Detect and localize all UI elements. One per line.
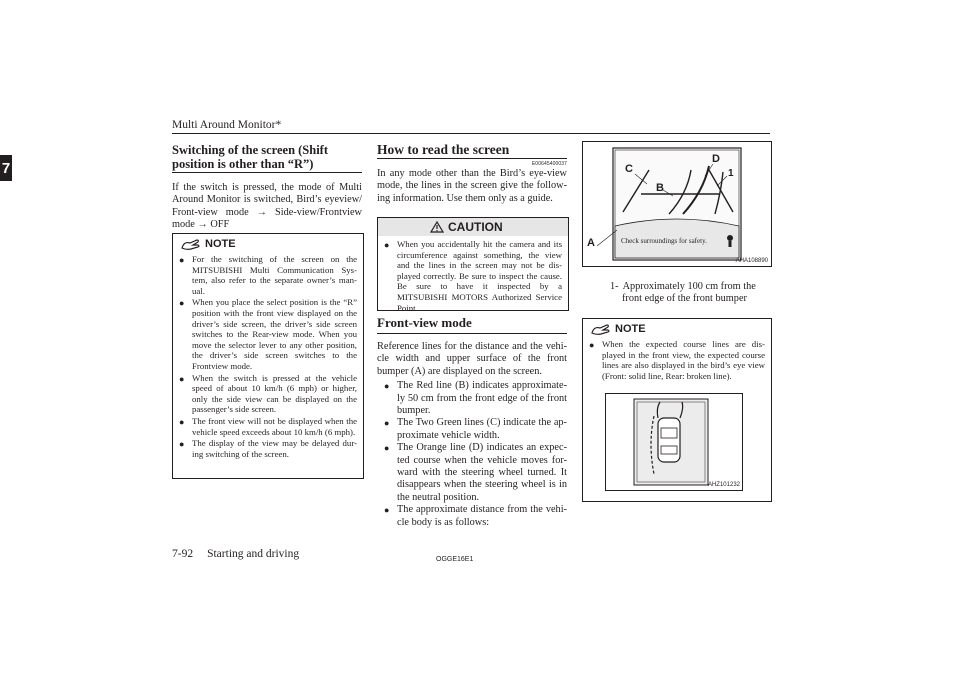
callout-b: B [656,182,664,194]
bullet-icon: ● [384,505,390,516]
list-item: ● The Red line (B) indicates approximate- ly 50 cm from the front edge of the front bumper. [384,380,567,417]
caution-item: ● When you accidentally hit the camera and its circumference against something, the view and the lines in the screen may not be dis- played correctly. Be sure to inspect the cause. Be sure to have it inspected by a MITSUBISHI MOTORS Authorized Service Point. [384,239,562,313]
numbered-item-1 [610,281,770,306]
bullet-icon: ● [384,240,390,250]
bullet-icon: ● [179,439,185,450]
item-text-line1: Approximately 100 cm from the [622,281,756,292]
footer-doc-code: OGGE16E1 [436,556,474,563]
bullet-icon: ● [179,255,185,265]
caution-box [377,217,569,311]
note-item: ● When you place the select position is the “R” position with the front view displayed on the driver’s side screen, the driver’s side screen switches to the Rear-view mode. When you move the selector lever to any other position, the driver’s side screen switches to the Frontview mode. [179,297,357,371]
numbered-item-line1 [610,281,770,293]
switching-paragraph: If the switch is pressed, the mode of Multi Around Monitor is switched, Bird’s eyeview/ Front-view mode → Side-view/Frontview mode → OFF [172,182,362,231]
callout-c: C [625,163,633,175]
list-item: ● The Orange line (D) indicates an expec- ted course when the vehicle moves for- ward with the steering wheel turned. It disappears when the steering wheel is in the neutral position. [384,442,567,503]
callout-a: A [587,237,595,249]
callout-d: D [712,153,720,165]
how-to-read-heading-bar [377,141,567,159]
bullet-icon: ● [179,373,185,384]
note-box-switching [172,233,364,479]
note-list [173,252,363,459]
note-hand-icon [181,238,201,251]
header-divider [172,133,770,134]
bullet-icon: ● [179,416,185,427]
footer-section: Starting and driving [207,548,300,560]
figure-code: AHZ101232 [707,482,740,488]
note-item: ● The display of the view may be delayed dur- ing switching of the screen. [179,438,357,459]
callout-1: 1 [728,168,734,179]
front-view-underline [377,333,567,334]
bullet-icon: ● [384,443,390,454]
front-view-paragraph: Reference lines for the distance and the vehi- cle width and upper surface of the front bumper (A) are displayed on the screen. [377,341,567,377]
how-to-read-heading: How to read the screen [377,142,510,157]
note-box-course-lines [582,318,772,502]
front-view-bullets [377,380,567,529]
section-title-line1: Switching of the screen (Shift [172,143,329,157]
note-header [583,319,771,337]
section-switching [172,143,362,232]
caution-header [378,218,568,236]
list-item: ● The approximate distance from the vehi- cle body is as follows: [384,504,567,528]
birds-eye-illustration [606,394,742,490]
note-item: ● When the expected course lines are dis- played in the front view, the expected course lines are also displayed in the bird’s eye view (Front: solid line, Rear: broken line). [589,339,765,381]
footer-page-info [172,548,299,560]
note-item: ● When the switch is pressed at the vehicle speed of about 10 km/h (6 mph) or higher, only the side view can be displayed on the passenger’s side screen. [179,372,357,415]
front-view-heading: Front-view mode [377,315,472,330]
header-title: Multi Around Monitor* [172,119,282,131]
section-underline [172,172,362,173]
section-title-line2: position is other than “R”) [172,157,314,171]
warning-triangle-icon [430,221,444,233]
bullet-icon: ● [589,340,595,350]
item-text-line2: front edge of the front bumper [622,293,747,305]
bullet-icon: ● [384,418,390,429]
how-to-read-paragraph: In any mode other than the Bird’s eye-view mode, the lines in the screen give the follow- ing information. Use them only as a guide. [377,168,567,204]
list-item: ● The Two Green lines (C) indicate the ap- proximate vehicle width. [384,417,567,441]
note-label: NOTE [615,323,646,335]
screen-warning-text: Check surroundings for safety. [621,237,707,245]
figure-code: AHA108890 [735,258,768,264]
note-header [173,234,363,252]
bullet-icon: ● [179,298,185,309]
camera-view-figure [582,141,772,267]
item-number: 1- [610,281,619,292]
note-item: ● For the switching of the screen on the MITSUBISHI Multi Communication Sys- tem, also refer to the separate owner’s man- ual. [179,254,357,296]
section-code: E00645400037 [531,161,567,167]
note-hand-icon [591,323,611,336]
caution-label: CAUTION [448,220,503,234]
bullet-icon: ● [384,381,390,392]
note-item: ● The front view will not be displayed when the vehicle speed exceeds about 10 km/h (6 mph). [179,415,357,437]
chapter-tab: 7 [0,155,12,181]
section-front-view [377,315,567,529]
section-how-to-read [377,141,567,205]
note-label: NOTE [205,238,236,250]
birds-eye-figure [605,393,743,491]
page-number: 7-92 [172,548,194,560]
camera-view-illustration [583,142,771,266]
